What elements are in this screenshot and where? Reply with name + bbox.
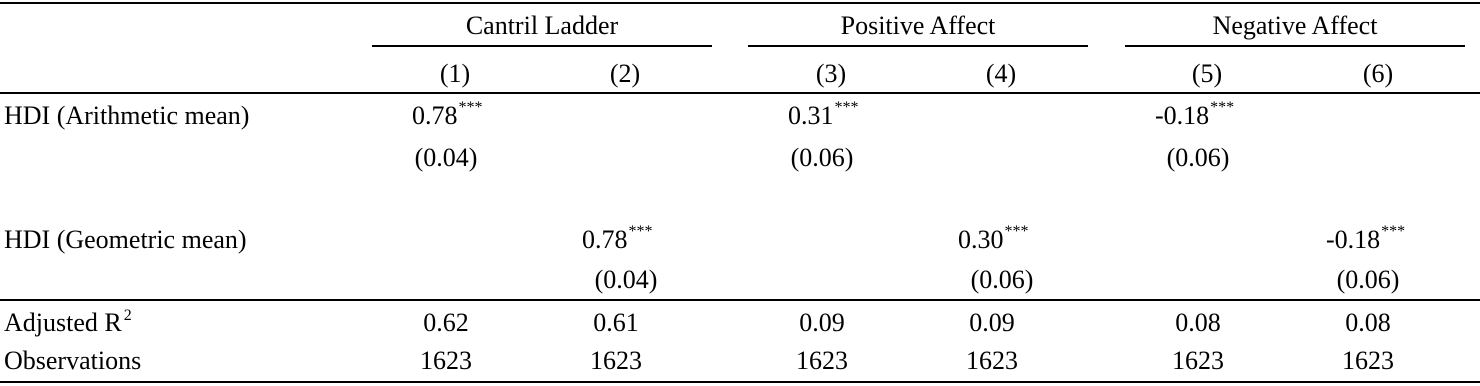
group-header-positive-affect: Positive Affect (840, 11, 996, 40)
group-rule-cantril (372, 45, 712, 47)
obs-col1: 1623 (420, 346, 472, 375)
obs-col6: 1623 (1342, 346, 1394, 375)
significance-stars: *** (834, 99, 859, 116)
obs-col5: 1623 (1172, 346, 1224, 375)
se-arith-col3: (0.06) (790, 143, 854, 172)
group-header-cantril-ladder: Cantril Ladder (465, 11, 619, 40)
se-geom-col6: (0.06) (1336, 265, 1400, 294)
significance-stars: *** (1210, 99, 1235, 116)
coef-value: 0.31 (788, 101, 834, 130)
coef-arith-col1 (412, 101, 483, 135)
header-rule (0, 92, 1480, 94)
column-header-6: (6) (1362, 59, 1394, 88)
group-rule-positive (748, 45, 1088, 47)
column-header-4: (4) (985, 59, 1017, 88)
coef-value: 0.30 (958, 225, 1004, 254)
se-geom-col2: (0.04) (594, 265, 658, 294)
top-rule (0, 2, 1480, 4)
coef-geom-col2 (582, 225, 653, 259)
coef-arith-col3 (788, 101, 859, 135)
group-rule-negative (1125, 45, 1465, 47)
se-arith-col5: (0.06) (1166, 143, 1230, 172)
row-label-hdi-arithmetic: HDI (Arithmetic mean) (4, 101, 250, 130)
adj-r2-col5: 0.08 (1175, 308, 1221, 337)
coef-value: 0.78 (412, 101, 458, 130)
se-arith-col1: (0.04) (414, 143, 478, 172)
row-label-hdi-geometric: HDI (Geometric mean) (4, 225, 247, 254)
adjusted-r-label: Adjusted R (4, 308, 122, 337)
obs-col3: 1623 (796, 346, 848, 375)
significance-stars: *** (458, 99, 483, 116)
obs-col2: 1623 (590, 346, 642, 375)
coef-geom-col6 (1326, 225, 1405, 259)
adj-r2-col6: 0.08 (1345, 308, 1391, 337)
adj-r2-col1: 0.62 (423, 308, 469, 337)
coef-arith-col5 (1155, 101, 1234, 135)
coef-value: -0.18 (1155, 101, 1210, 130)
significance-stars: *** (1381, 223, 1406, 240)
adj-r2-col4: 0.09 (969, 308, 1015, 337)
se-geom-col4: (0.06) (970, 265, 1034, 294)
coef-value: -0.18 (1326, 225, 1381, 254)
adj-r2-col2: 0.61 (593, 308, 639, 337)
row-label-observations: Observations (4, 346, 142, 375)
group-header-negative-affect: Negative Affect (1212, 11, 1378, 40)
row-label-adjusted-r2 (4, 308, 132, 342)
column-header-2: (2) (609, 59, 641, 88)
r-squared-superscript: 2 (123, 307, 132, 324)
column-header-1: (1) (439, 59, 471, 88)
stats-rule (0, 299, 1480, 301)
coef-value: 0.78 (582, 225, 628, 254)
column-header-5: (5) (1191, 59, 1223, 88)
obs-col4: 1623 (966, 346, 1018, 375)
coef-geom-col4 (958, 225, 1029, 259)
significance-stars: *** (628, 223, 653, 240)
column-header-3: (3) (815, 59, 847, 88)
adj-r2-col3: 0.09 (799, 308, 845, 337)
bottom-rule (0, 381, 1480, 383)
significance-stars: *** (1004, 223, 1029, 240)
